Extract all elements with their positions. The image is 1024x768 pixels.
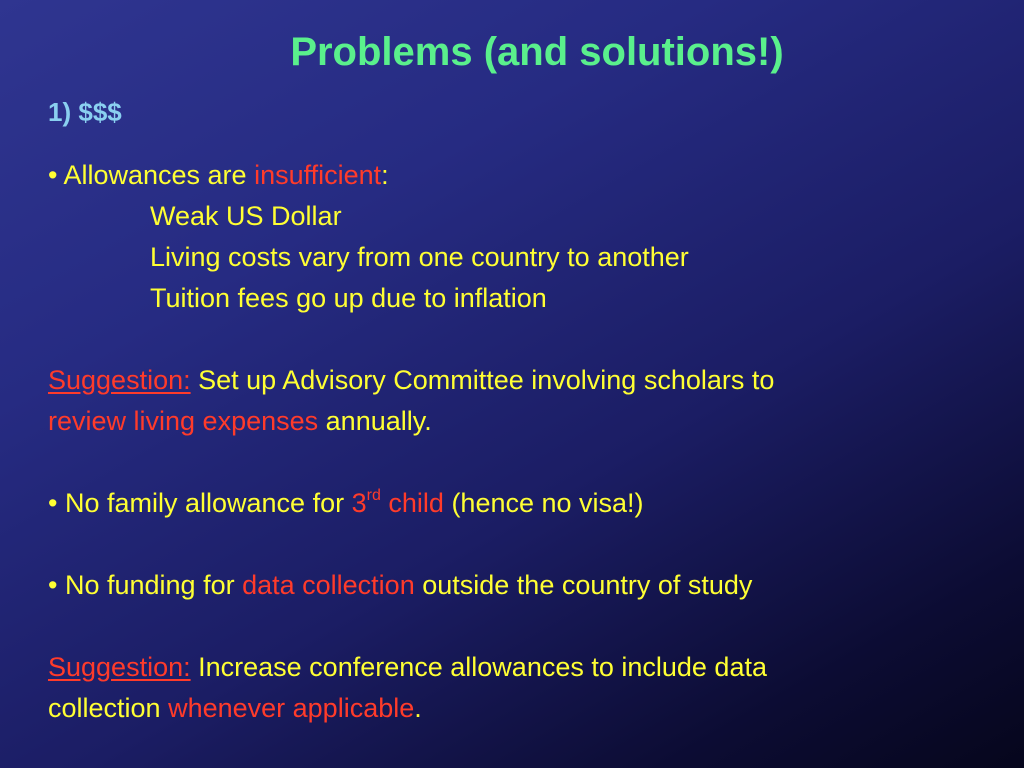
suggestion-1-line-1: [48, 365, 774, 396]
bullet-funding: [48, 570, 752, 601]
subitem-tuition-fees: Tuition fees go up due to inflation: [150, 283, 547, 313]
suggestion-text: Increase conference allowances to include data: [198, 652, 767, 682]
bullet-text: No funding for: [64, 570, 235, 600]
bullet-text: No family allowance for: [64, 488, 345, 518]
section-number: 1): [48, 97, 72, 127]
suggestion-label: Suggestion:: [48, 365, 191, 395]
bullet-text: Allowances are: [63, 160, 247, 190]
bullet-glyph: •: [48, 570, 58, 600]
highlight-whenever-applicable: whenever applicable: [168, 693, 415, 723]
bullet-glyph: •: [48, 160, 58, 190]
ordinal-suffix: rd: [366, 487, 381, 504]
bullet-text-end: (hence no visa!): [451, 488, 644, 518]
highlight-insufficient: insufficient: [254, 160, 382, 190]
slide-title: Problems (and solutions!): [290, 30, 784, 74]
suggestion-text-end: annually.: [325, 406, 432, 436]
bullet-text-end: outside the country of study: [422, 570, 753, 600]
section-label: $$$: [78, 97, 122, 127]
suggestion-text: Set up Advisory Committee involving scholars to: [198, 365, 775, 395]
bullet-allowances: [48, 160, 389, 191]
subitem-living-costs: Living costs vary from one country to another: [150, 242, 689, 272]
suggestion-2-line-1: [48, 652, 767, 683]
section-heading: [48, 97, 122, 128]
suggestion-text-start: collection: [48, 693, 161, 723]
suggestion-1-line-2: [48, 406, 432, 437]
highlight-number: 3: [351, 488, 367, 518]
suggestion-2-line-2: [48, 693, 422, 724]
highlight-data-collection: data collection: [242, 570, 415, 600]
bullet-family-allowance: [48, 488, 644, 519]
bullet-glyph: •: [48, 488, 58, 518]
highlight-review-living-expenses: review living expenses: [48, 406, 319, 436]
suggestion-period: .: [414, 693, 422, 723]
subitem-weak-dollar: Weak US Dollar: [150, 201, 342, 231]
highlight-word: child: [388, 488, 444, 518]
suggestion-label: Suggestion:: [48, 652, 191, 682]
highlight-third-child: [352, 488, 444, 518]
bullet-colon: :: [381, 160, 389, 190]
